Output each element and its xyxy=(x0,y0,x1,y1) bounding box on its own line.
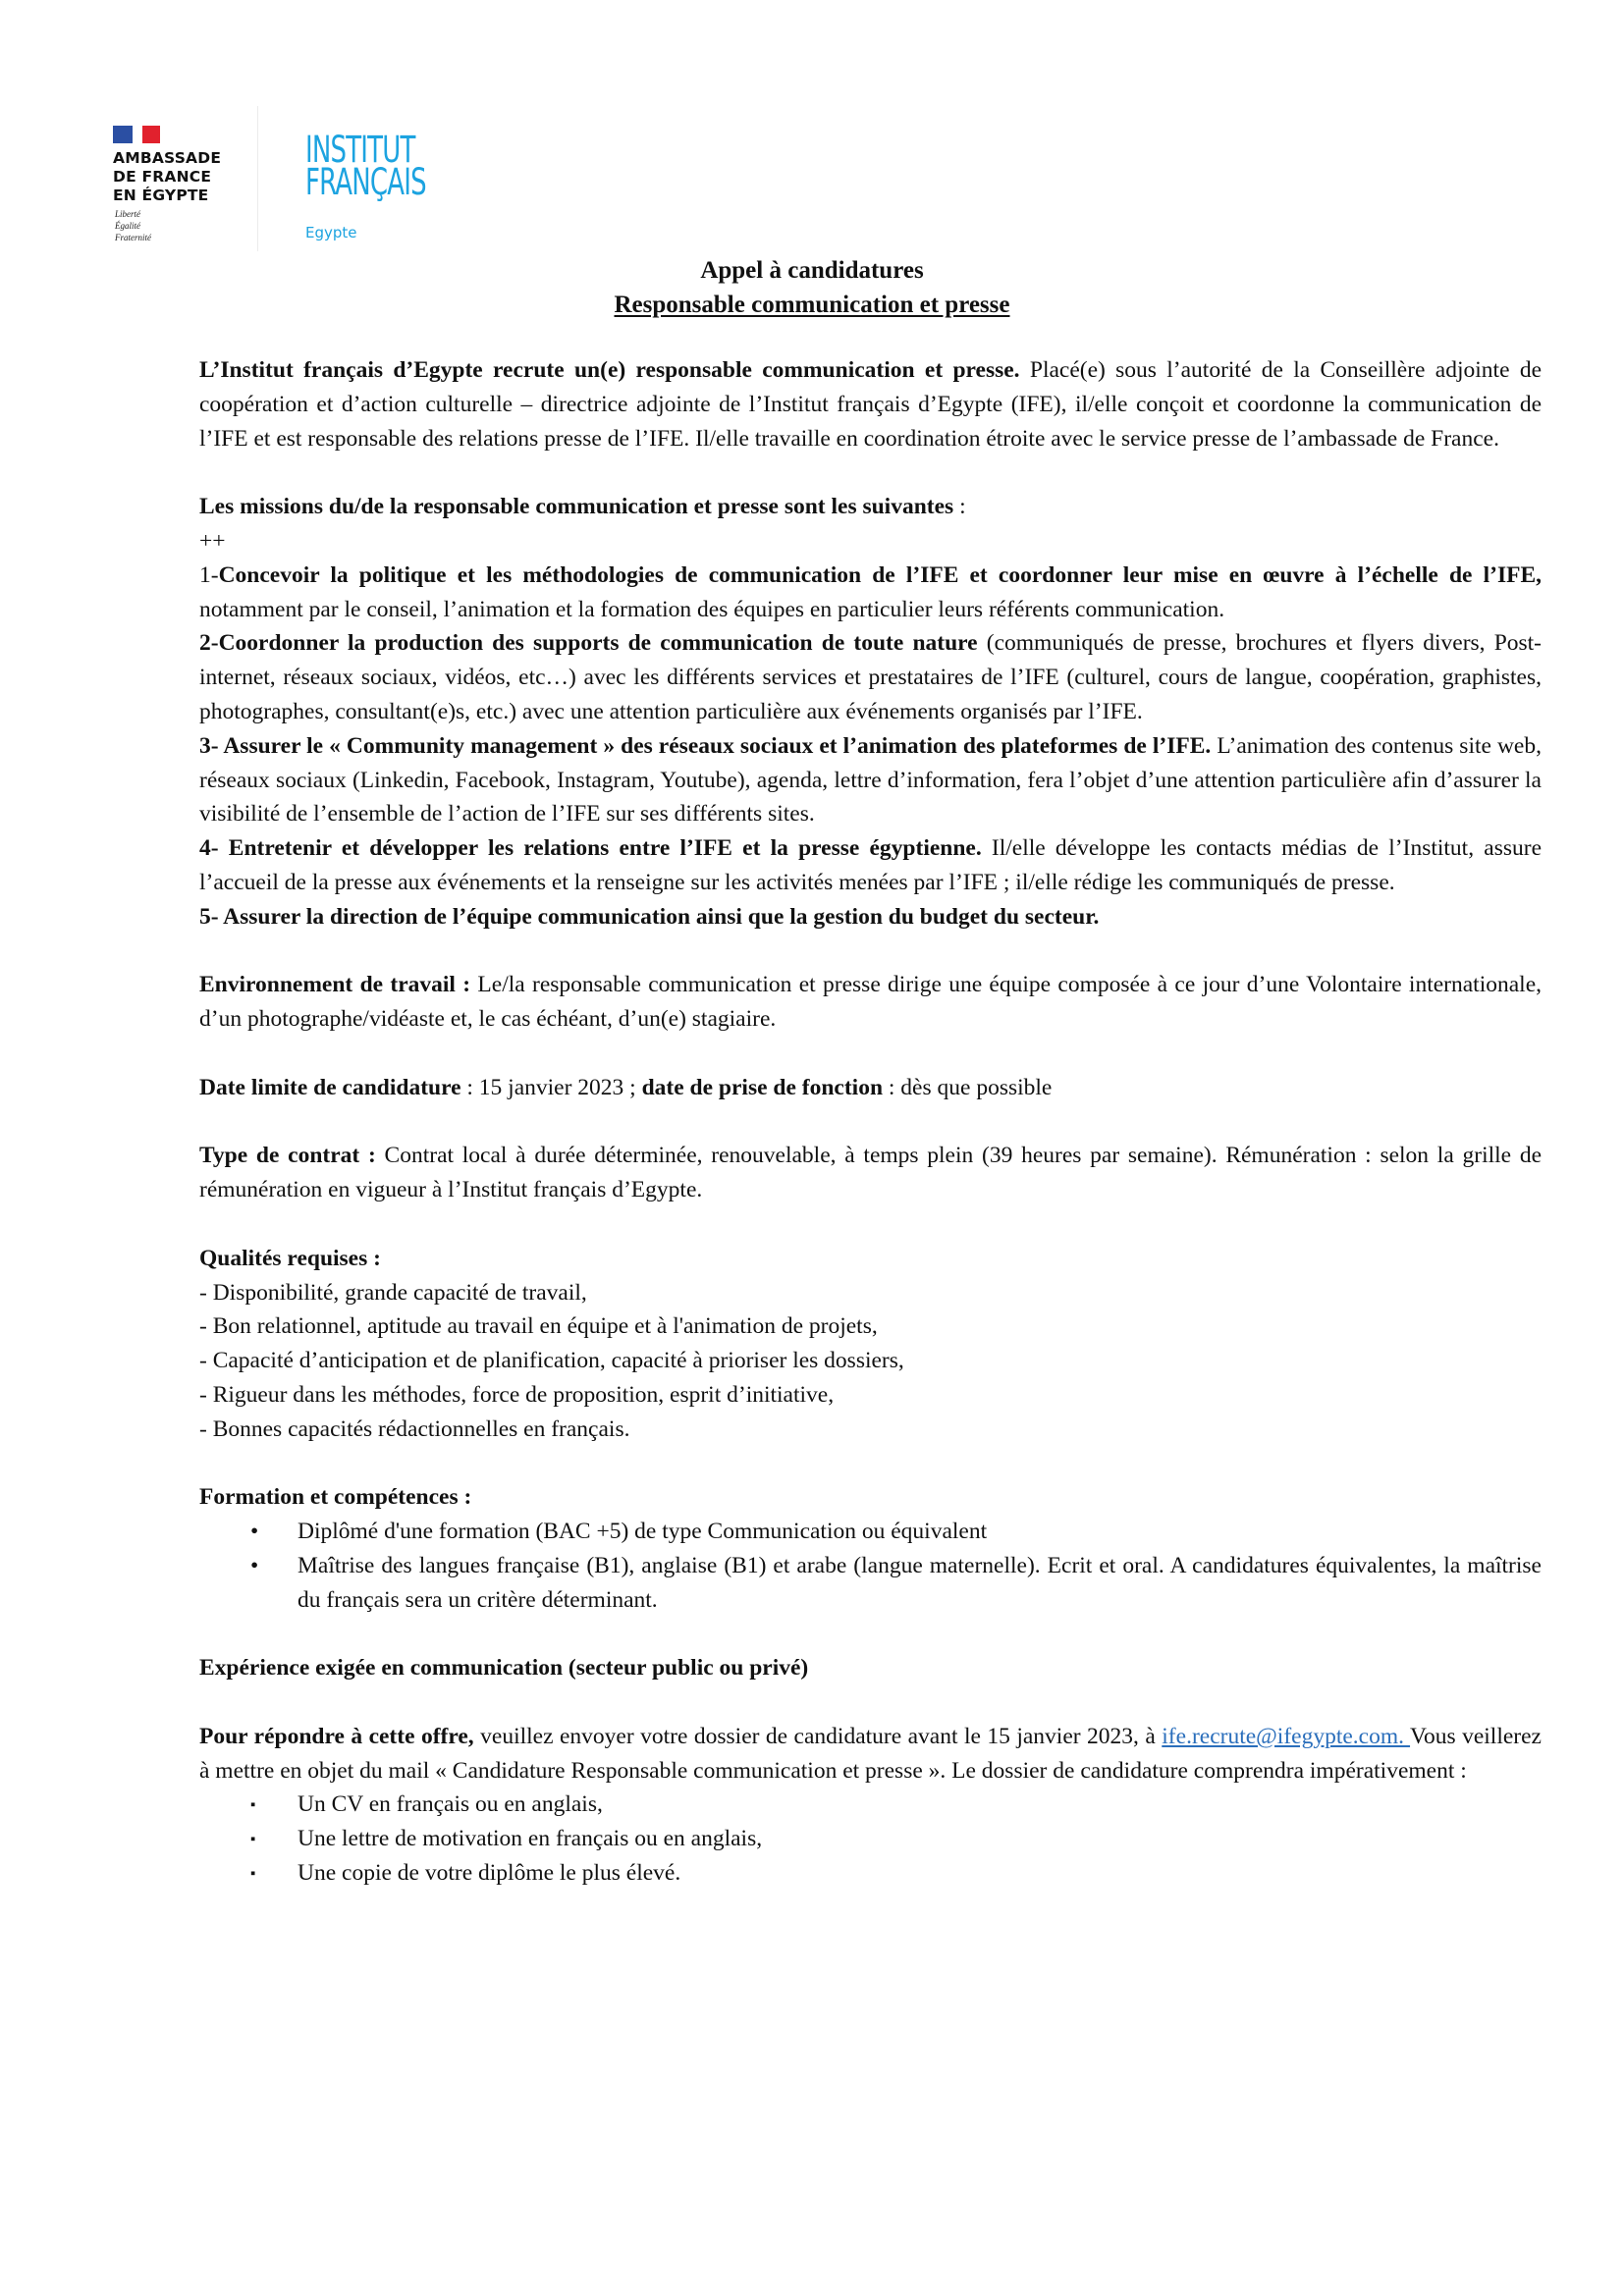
mission-title: Entretenir et développer les relations entre l’IFE et la presse égyptienne. xyxy=(228,835,982,862)
environment-text: Le/la responsable communication et presse dirige une équipe composée à ce jour d’une Volontaire internationale, d’un photographe/vidéaste et, le cas échéant, d’un(e) stagiaire. xyxy=(199,972,1543,1033)
environment-paragraph xyxy=(199,968,1542,1037)
document-item-text: Une copie de votre diplôme le plus élevé. xyxy=(298,1860,681,1887)
mission-text: L’animation des contenus site web, réseaux sociaux (Linkedin, Facebook, Instagram, Youtube), agenda, lettre d’information, fera l’objet d’une attention particulière afin d’assurer la visibilité de l’ensemble de l’action de l’IFE sur ses différents sites. xyxy=(199,732,1542,828)
bullet-icon: • xyxy=(250,1552,259,1578)
training-heading: Formation et compétences : xyxy=(199,1484,472,1511)
document-body xyxy=(199,353,1542,1891)
mission-title: Concevoir la politique et les méthodologies de communication de l’IFE et coordonner leur mise en œuvre à l’échelle de l’IFE, xyxy=(218,561,1542,588)
quality-item: - Bonnes capacités rédactionnelles en français. xyxy=(199,1415,630,1442)
embassy-line: EN ÉGYPTE xyxy=(113,187,209,204)
mission-text: (communiqués de presse, brochures et flyers divers, Post-internet, réseaux sociaux, vidéos, etc…) avec les différents services et prestataires de l’IFE (culturel, cours de langue, coopération, graphistes, photographes, consultant(e)s, etc.) avec une attention particulière aux événements organisés par l’IFE. xyxy=(199,630,1543,724)
square-bullet-icon: ▪ xyxy=(250,1797,256,1814)
contract-paragraph xyxy=(199,1139,1542,1207)
motto-line: Fraternité xyxy=(115,233,151,242)
mission-number: 3- xyxy=(199,732,224,759)
missions-marker: ++ xyxy=(199,527,226,554)
mission-number: 2- xyxy=(199,630,219,657)
qualities-heading: Qualités requises : xyxy=(199,1245,381,1271)
documents-list xyxy=(199,1788,1542,1890)
contract-label: Type de contrat : xyxy=(199,1143,376,1169)
deadline-label: Date limite de candidature xyxy=(199,1074,461,1100)
motto-line: Égalité xyxy=(115,221,140,231)
missions-heading-text: Les missions du/de la responsable communication et presse sont les suivantes xyxy=(199,494,954,520)
mission-number: 5- xyxy=(199,903,224,930)
embassy-line: DE FRANCE xyxy=(113,168,212,186)
document-item-text: Un CV en français ou en anglais, xyxy=(298,1791,603,1818)
mission-text: Il/elle développe les contacts médias de l’Institut, assure l’accueil de la presse aux événements et la renseigne sur les activités menées par l’IFE ; il/elle rédige les communiqués de presse. xyxy=(199,835,1542,895)
institute-subtitle: Egypte xyxy=(305,224,357,241)
mission-item xyxy=(199,626,1542,728)
mission-title: Assurer le « Community management » des réseaux sociaux et l’animation des plateformes de l’IFE. xyxy=(223,732,1212,759)
apply-paragraph xyxy=(199,1720,1542,1789)
deadline-value: : 15 janvier 2023 ; xyxy=(460,1074,642,1100)
motto-line: Liberté xyxy=(115,209,140,219)
training-item-text: Maîtrise des langues française (B1), anglaise (B1) et arabe (langue maternelle). Ecrit et oral. A candidatures équivalentes, la maîtrise du français sera un critère déterminant. xyxy=(298,1552,1542,1613)
document-item xyxy=(199,1788,1542,1822)
missions-heading xyxy=(199,490,1542,524)
environment-label: Environnement de travail : xyxy=(199,972,471,998)
document-item xyxy=(199,1822,1542,1856)
mission-item xyxy=(199,900,1542,934)
training-item-text: Diplômé d'une formation (BAC +5) de type Communication ou équivalent xyxy=(298,1519,988,1545)
bullet-icon: • xyxy=(250,1519,259,1545)
training-item xyxy=(199,1515,1542,1549)
apply-text: veuillez envoyer votre dossier de candidature avant le 15 janvier 2023, à xyxy=(473,1723,1163,1749)
intro-text: Placé(e) sous l’autorité de la Conseillère adjointe de coopération et d’action culturelle – directrice adjointe de l’Institut français d’Egypte (IFE), il/elle conçoit et coordonne la communication de l’IFE et est responsable des relations presse de l’IFE. Il/elle travaille en coordination étroite avec le service presse de l’ambassade de France. xyxy=(199,357,1542,452)
square-bullet-icon: ▪ xyxy=(250,1866,256,1883)
quality-item: - Rigueur dans les méthodes, force de proposition, esprit d’initiative, xyxy=(199,1381,835,1408)
mission-item xyxy=(199,831,1542,900)
square-bullet-icon: ▪ xyxy=(250,1832,256,1848)
mission-title: Coordonner la production des supports de communication de toute nature xyxy=(218,630,978,657)
title-line-1: Appel à candidatures xyxy=(700,257,924,284)
mission-item xyxy=(199,729,1542,831)
quality-item: - Disponibilité, grande capacité de travail, xyxy=(199,1279,587,1306)
institut-francais-logo xyxy=(305,129,426,203)
header-logos xyxy=(113,106,506,253)
intro-bold: L’Institut français d’Egypte recrute un(e) responsable communication et presse. xyxy=(199,357,1020,383)
missions-heading-suffix: : xyxy=(953,494,966,520)
document-item xyxy=(199,1856,1542,1891)
start-label: date de prise de fonction xyxy=(641,1074,884,1100)
experience-heading: Expérience exigée en communication (secteur public ou privé) xyxy=(199,1655,809,1682)
logo-divider xyxy=(257,106,258,251)
document-item-text: Une lettre de motivation en français ou en anglais, xyxy=(298,1826,763,1852)
page-title xyxy=(0,253,1624,322)
republic-motto xyxy=(115,208,151,243)
quality-item: - Bon relationnel, aptitude au travail en équipe et à l'animation de projets, xyxy=(199,1313,878,1340)
mission-title: Assurer la direction de l’équipe communication ainsi que la gestion du budget du secteur. xyxy=(223,903,1100,930)
institute-line: FRANÇAIS xyxy=(305,161,426,203)
apply-bold: Pour répondre à cette offre, xyxy=(199,1723,474,1749)
embassy-line: AMBASSADE xyxy=(113,149,222,167)
training-list xyxy=(199,1515,1542,1617)
contract-text: Contrat local à durée déterminée, renouvelable, à temps plein (39 heures par semaine). Rémunération : selon la grille de rémunération en vigueur à l’Institut français d’Egypte. xyxy=(199,1143,1543,1203)
dates-paragraph xyxy=(199,1071,1542,1105)
start-value: : dès que possible xyxy=(883,1074,1053,1100)
email-link[interactable]: ife.recrute@ifegypte.com. xyxy=(1162,1723,1411,1749)
mission-number: 4- xyxy=(199,835,229,862)
quality-item: - Capacité d’anticipation et de planification, capacité à prioriser les dossiers, xyxy=(199,1348,904,1374)
title-line-2: Responsable communication et presse xyxy=(614,292,1010,318)
french-flag-icon xyxy=(113,126,160,143)
intro-paragraph xyxy=(199,353,1542,455)
mission-number: 1- xyxy=(199,561,219,588)
apply-text-2: Vous veillerez à mettre en objet du mail « Candidature Responsable communication et presse ». Le dossier de candidature comprendra impérativement : xyxy=(199,1723,1542,1784)
training-item xyxy=(199,1549,1542,1618)
mission-item xyxy=(199,559,1542,627)
embassy-logo-text xyxy=(113,149,221,205)
institute-line: INSTITUT xyxy=(305,129,415,171)
mission-text: notamment par le conseil, l’animation et la formation des équipes en particulier leurs référents communication. xyxy=(199,596,1225,622)
